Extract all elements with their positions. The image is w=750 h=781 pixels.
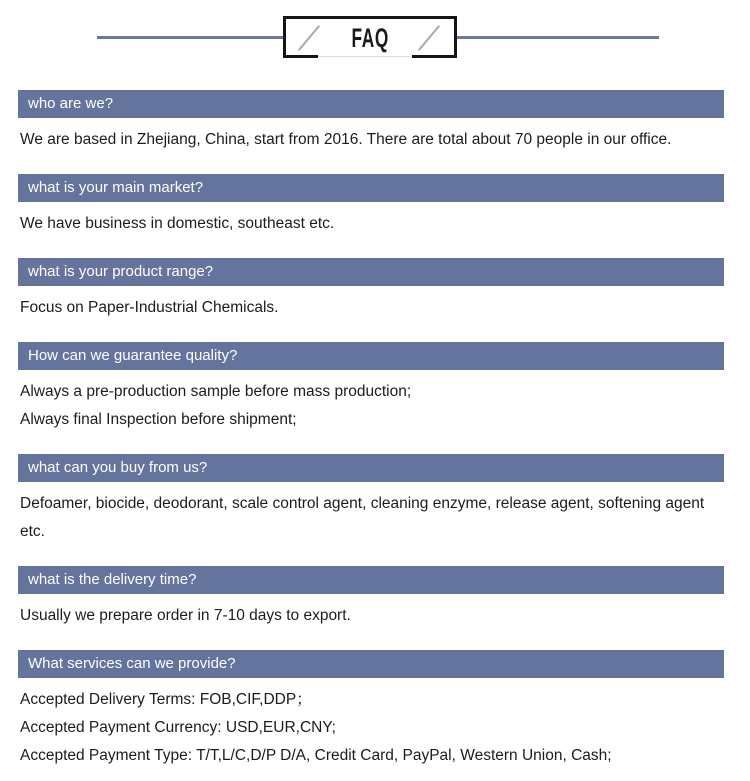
question-bar: How can we guarantee quality? [18,342,724,370]
title-box-bottom-border-right [412,55,457,58]
header-line-right [457,36,659,39]
header-line-left [97,36,283,39]
answer-block [18,490,724,546]
answer-block [18,126,724,154]
faq-section-who-are-we [18,90,724,154]
answer-block [18,686,724,770]
answer-line: Always final Inspection before shipment; [20,411,297,428]
answer-line: Usually we prepare order in 7-10 days to export. [20,607,351,624]
answer-line: We have business in domestic, southeast etc. [20,215,335,232]
faq-section-product-range [18,258,724,322]
question-bar: what is the delivery time? [18,566,724,594]
faq-title-box [283,16,457,58]
answer-line: Accepted Delivery Terms: FOB,CIF,DDP； [20,691,312,708]
faq-section-guarantee-quality [18,342,724,434]
question-bar: what is your product range? [18,258,724,286]
answer-line: Focus on Paper-Industrial Chemicals. [20,299,279,316]
title-box-bottom-faint-line [306,56,424,57]
answer-block [18,602,724,630]
faq-header [0,0,750,90]
question-bar: what is your main market? [18,174,724,202]
page-title: FAQ [351,23,389,53]
question-bar: what can you buy from us? [18,454,724,482]
answer-block [18,210,724,238]
faq-section-buy-from-us [18,454,724,546]
answer-line: Accepted Payment Currency: USD,EUR,CNY; [20,719,336,736]
answer-block [18,378,724,434]
answer-line: Always a pre-production sample before mass production; [20,383,412,400]
answer-block [18,294,724,322]
faq-list [0,90,750,770]
faq-section-main-market [18,174,724,238]
question-bar: What services can we provide? [18,650,724,678]
faq-section-delivery-time [18,566,724,630]
answer-line: Defoamer, biocide, deodorant, scale control agent, cleaning enzyme, release agent, softening agent etc. [20,495,705,540]
title-box-bottom-border-left [283,55,318,58]
faq-section-services [18,650,724,770]
answer-line: We are based in Zhejiang, China, start from 2016. There are total about 70 people in our office. [20,131,672,148]
answer-line: Accepted Payment Type: T/T,L/C,D/P D/A, Credit Card, PayPal, Western Union, Cash; [20,747,612,764]
question-bar: who are we? [18,90,724,118]
